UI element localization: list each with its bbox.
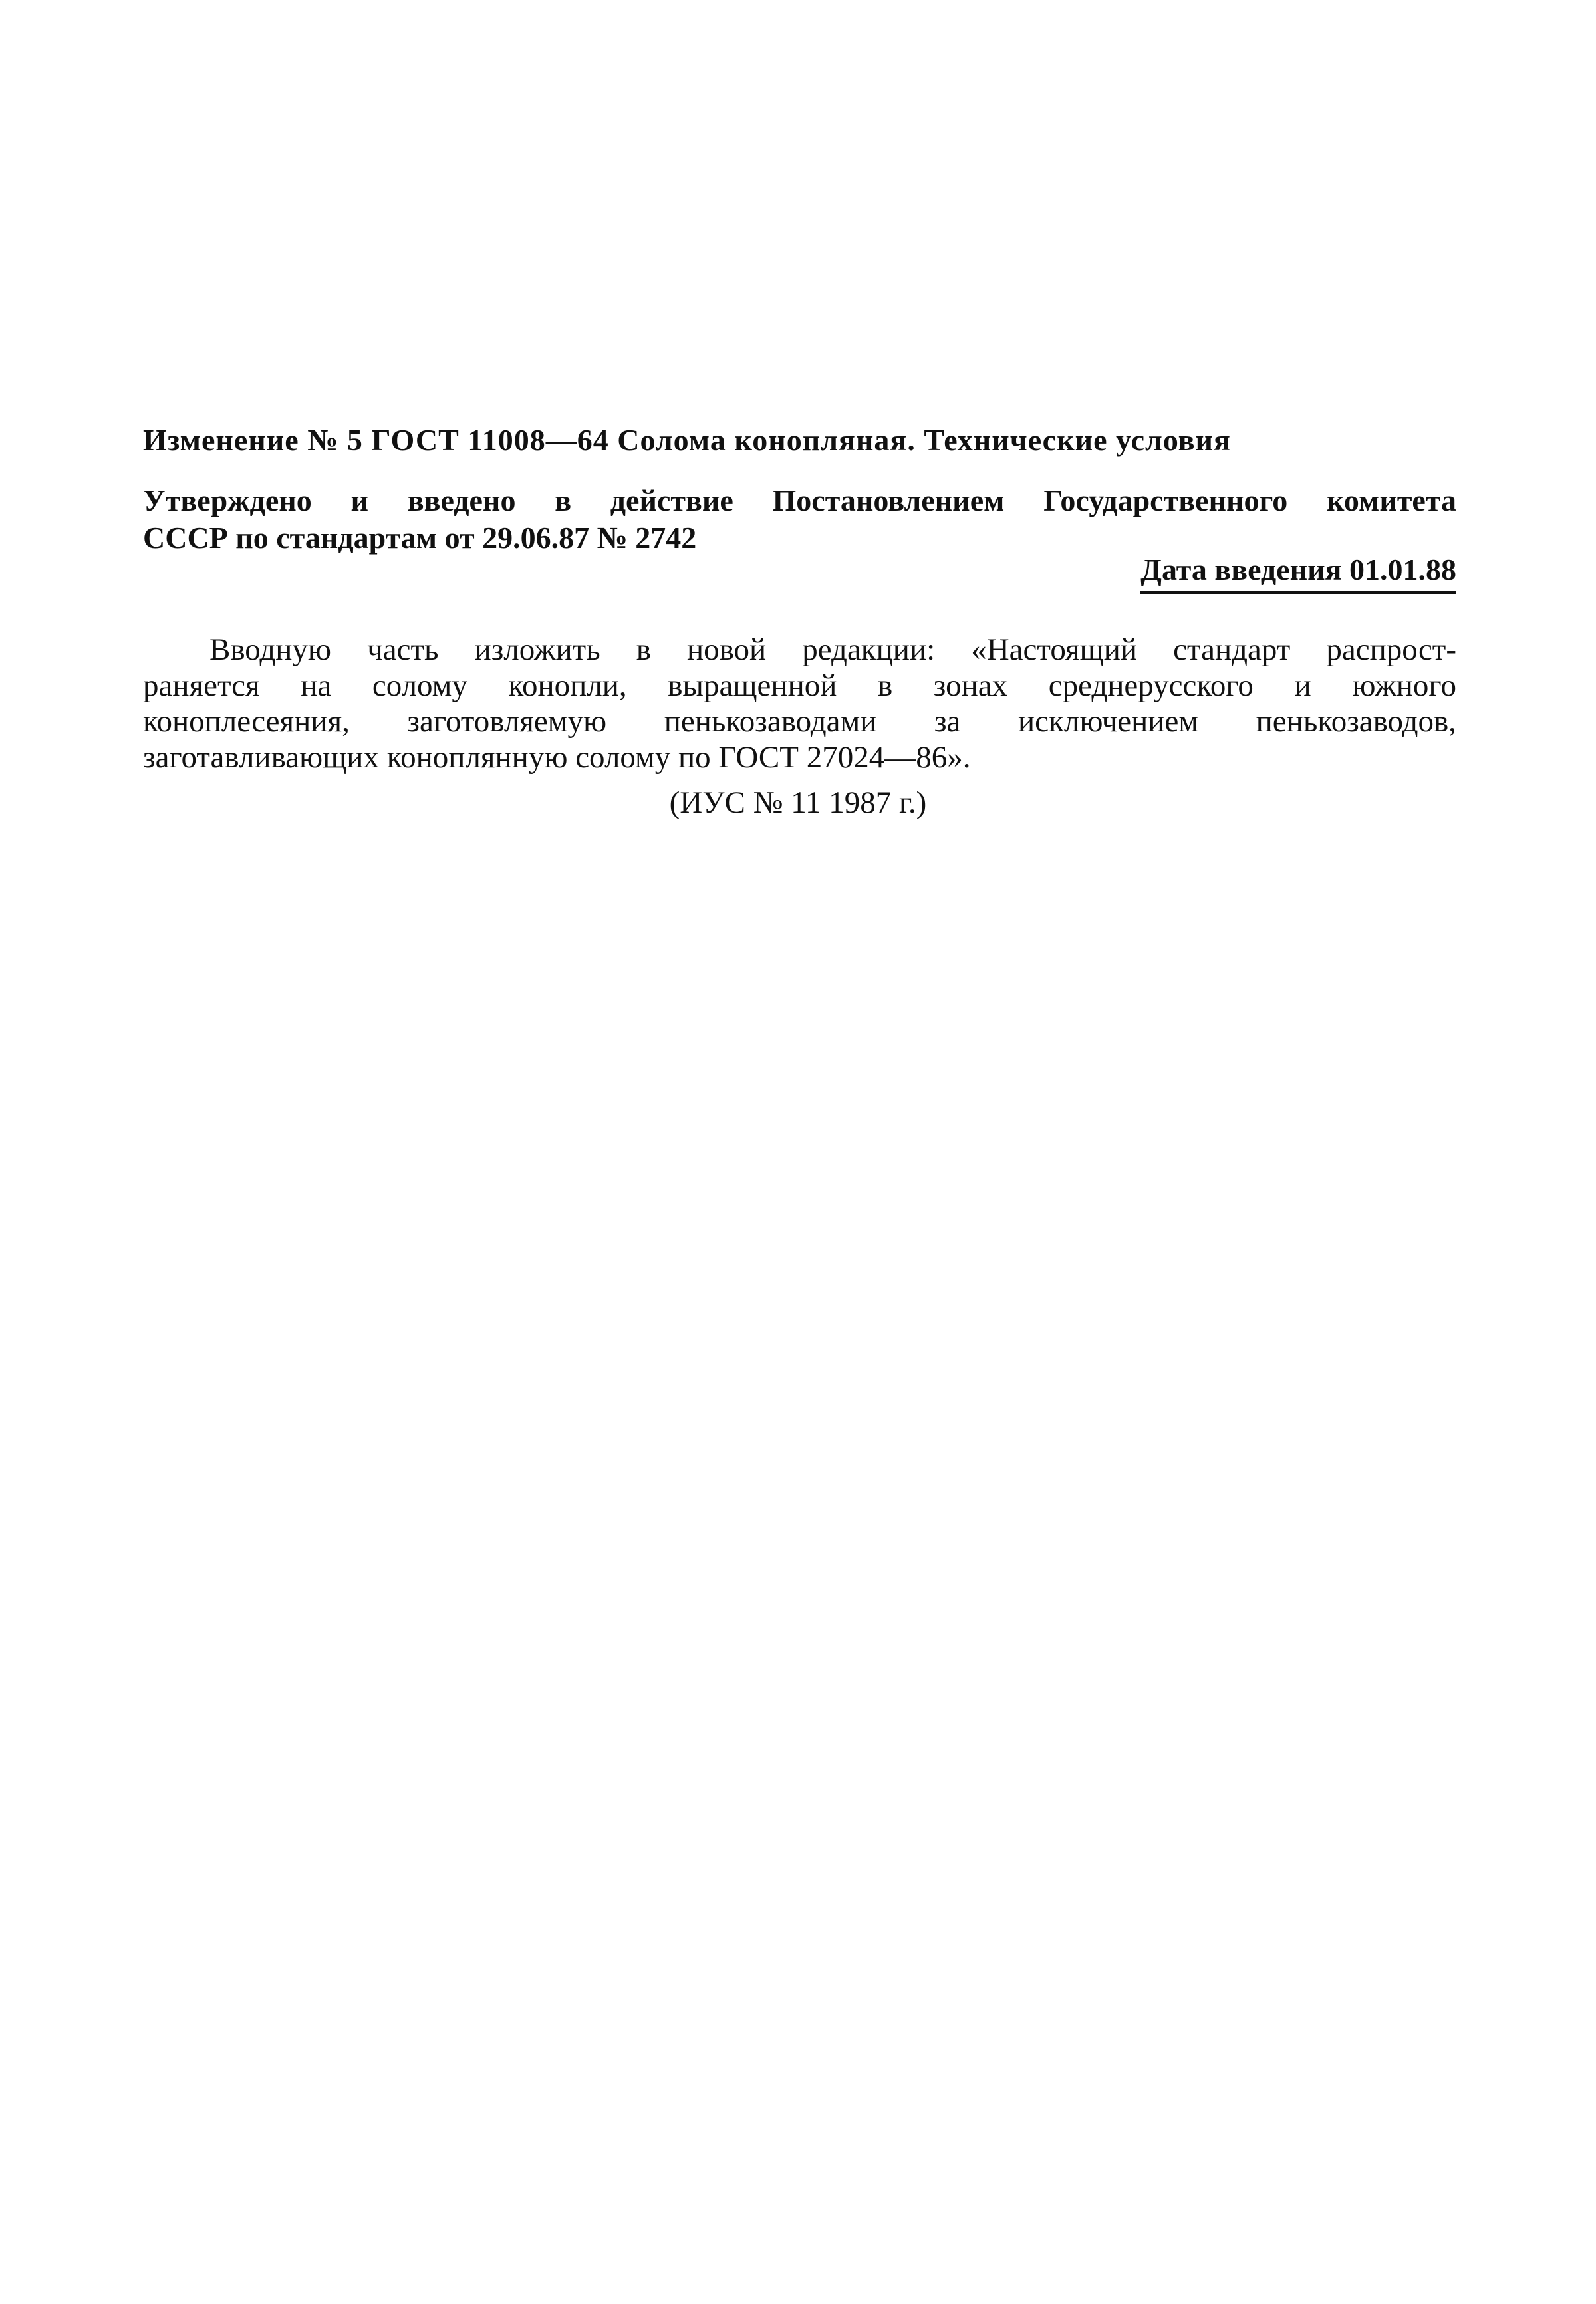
body-line-4: заготавливающих коноплянную солому по ГОСТ 27024—86». — [143, 740, 971, 775]
body-line-1: Вводную часть изложить в новой редакции: «Настоящий стандарт распрост- — [209, 632, 1456, 667]
body-line-3: коноплесеяния, заготовляемую пенькозаводами за исключением пенькозаводов, — [143, 704, 1456, 739]
amendment-title: Изменение № 5 ГОСТ 11008—64 Солома конопляная. Технические условия — [143, 423, 1231, 457]
body-line-2: раняется на солому конопли, выращенной в зонах среднерусского и южного — [143, 668, 1456, 703]
amendment-body — [143, 632, 1456, 775]
approval-line-2: СССР по стандартам от 29.06.87 № 2742 — [143, 521, 697, 555]
source-reference: (ИУС № 11 1987 г.) — [669, 785, 927, 820]
date-of-introduction: Дата введения 01.01.88 — [1140, 552, 1456, 594]
approval-statement — [143, 482, 1456, 557]
approval-line-1: Утверждено и введено в действие Постановлением Государственного комитета — [143, 483, 1456, 517]
